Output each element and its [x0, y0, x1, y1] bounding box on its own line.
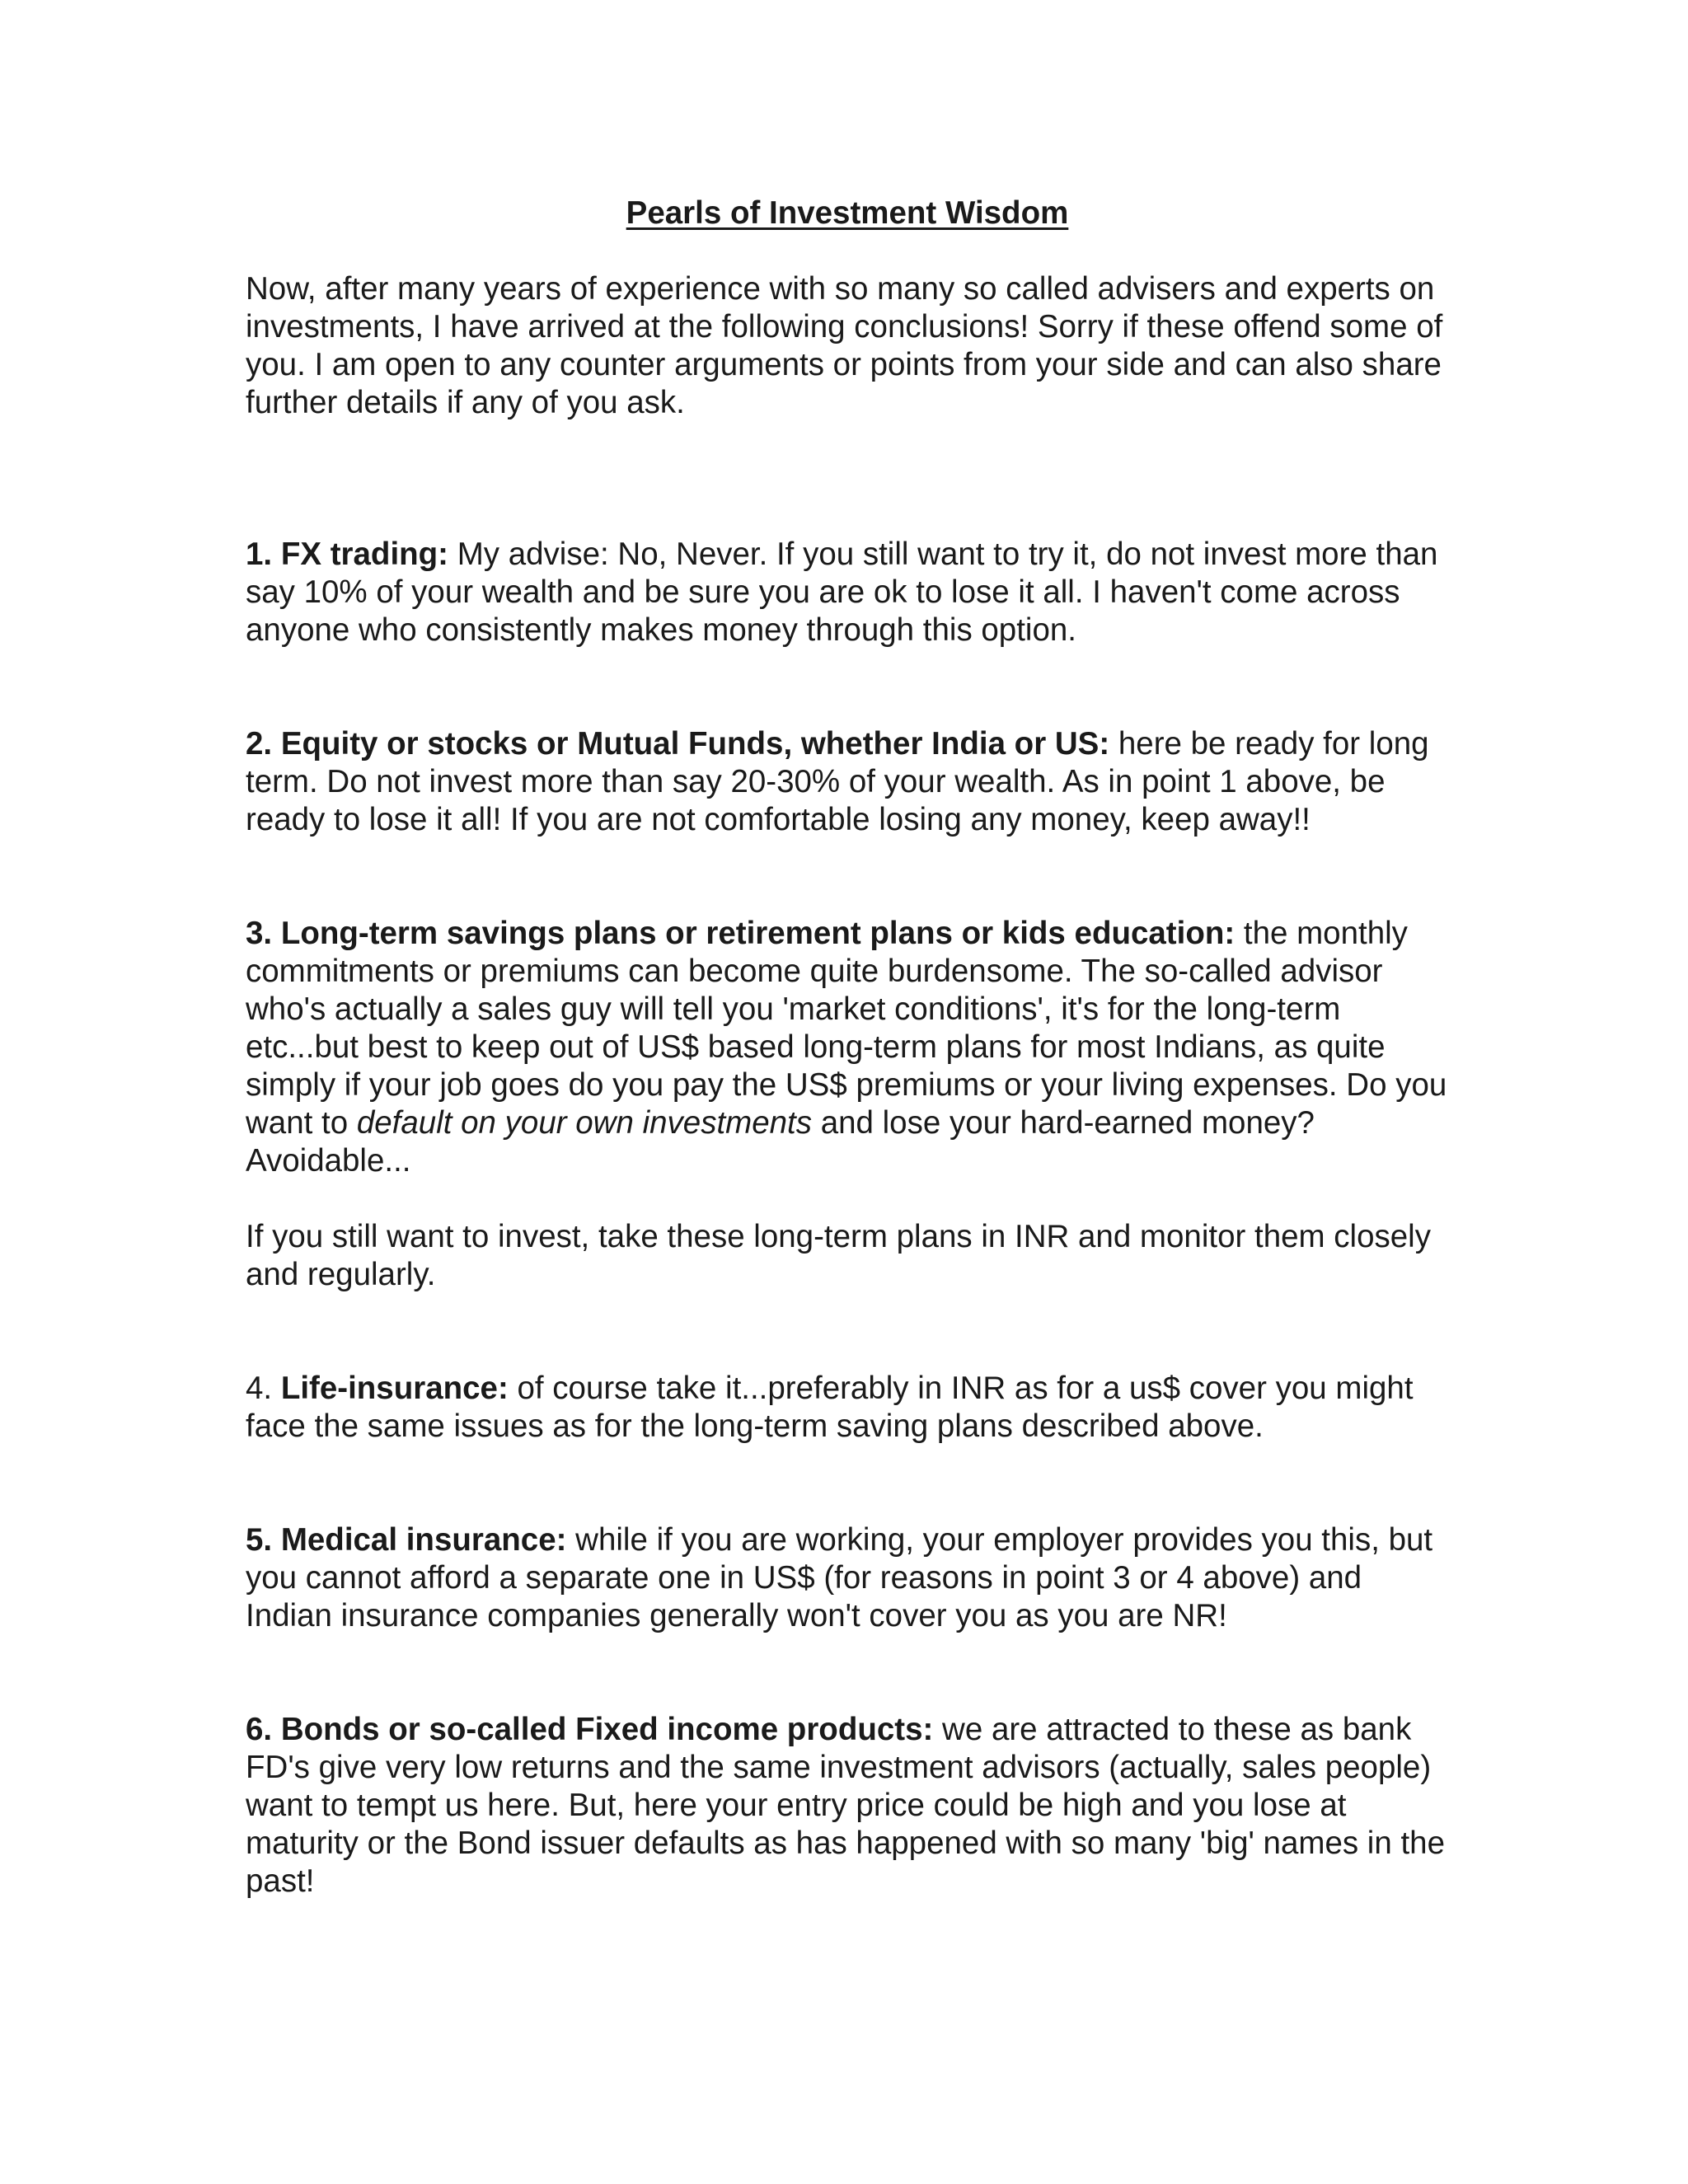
point-1 — [246, 536, 1449, 649]
page-title: Pearls of Investment Wisdom — [626, 195, 1069, 231]
point-3-number: 3. — [246, 916, 273, 951]
point-2 — [246, 725, 1449, 839]
point-1-number: 1. — [246, 537, 273, 572]
point-1-heading: FX trading: — [280, 537, 448, 572]
point-2-lead — [246, 726, 1109, 762]
point-4 — [246, 1370, 1449, 1446]
point-3-heading: Long-term savings plans or retirement plans or kids education: — [280, 916, 1236, 951]
point-6-lead — [246, 1712, 933, 1747]
point-3-emphasis: default on your own investments — [356, 1105, 812, 1141]
point-6 — [246, 1711, 1449, 1900]
intro-paragraph: Now, after many years of experience with so many so called advisers and experts on investments, I have arrived at the following conclusions! Sorry if these offend some of you. I am open to any counter arguments or points from your side and can also share further details if any of you ask. — [246, 271, 1443, 420]
point-5-body: while if you are working, your employer provides you this, but you cannot afford a separate one in US$ (for reasons in point 3 or 4 above) and Indian insurance companies generally won't cover you as you are NR! — [246, 1522, 1433, 1633]
point-4-heading: Life-insurance: — [280, 1371, 509, 1406]
point-1-body: My advise: No, Never. If you still want to try it, do not invest more than say 10% of your wealth and be sure you are ok to lose it all. I haven't come across anyone who consistently makes money through this option. — [246, 537, 1438, 648]
point-6-body: we are attracted to these as bank FD's give very low returns and the same investment advisors (actually, sales people) want to tempt us here. But, here your entry price could be high and you lose at maturity or the Bond issuer defaults as has happened with so many 'big' names in the past! — [246, 1712, 1445, 1899]
point-6-heading: Bonds or so-called Fixed income products: — [280, 1712, 934, 1747]
point-5 — [246, 1521, 1449, 1635]
point-3-body-before: the monthly commitments or premiums can become quite burdensome. The so-called advisor who's actually a sales guy will tell you 'market conditions', it's for the long-term etc...but best to keep out of US$ based long-term plans for most Indians, as quite simply if your job goes do you pay the US$ premiums or your living expenses. Do you want to — [246, 916, 1447, 1141]
point-3-body-after: and lose your hard-earned money? Avoidable... — [246, 1105, 1315, 1179]
point-2-heading: Equity or stocks or Mutual Funds, whether India or US: — [280, 726, 1110, 762]
point-5-number: 5. — [246, 1522, 273, 1558]
point-3-followup: If you still want to invest, take these long-term plans in INR and monitor them closely and regularly. — [246, 1219, 1431, 1292]
document-content — [246, 194, 1449, 1900]
point-1-lead — [246, 537, 448, 572]
point-4-number: 4. — [246, 1371, 273, 1406]
point-5-lead — [246, 1522, 566, 1558]
point-4-body: of course take it...preferably in INR as for a us$ cover you might face the same issues as for the long-term saving plans described above. — [246, 1371, 1414, 1444]
point-2-number: 2. — [246, 726, 273, 762]
point-6-number: 6. — [246, 1712, 273, 1747]
point-2-body: here be ready for long term. Do not invest more than say 20-30% of your wealth. As in point 1 above, be ready to lose it all! If you are not comfortable losing any money, keep away!! — [246, 726, 1429, 837]
point-3 — [246, 915, 1449, 1180]
point-5-heading: Medical insurance: — [280, 1522, 567, 1558]
point-3-lead — [246, 916, 1235, 951]
